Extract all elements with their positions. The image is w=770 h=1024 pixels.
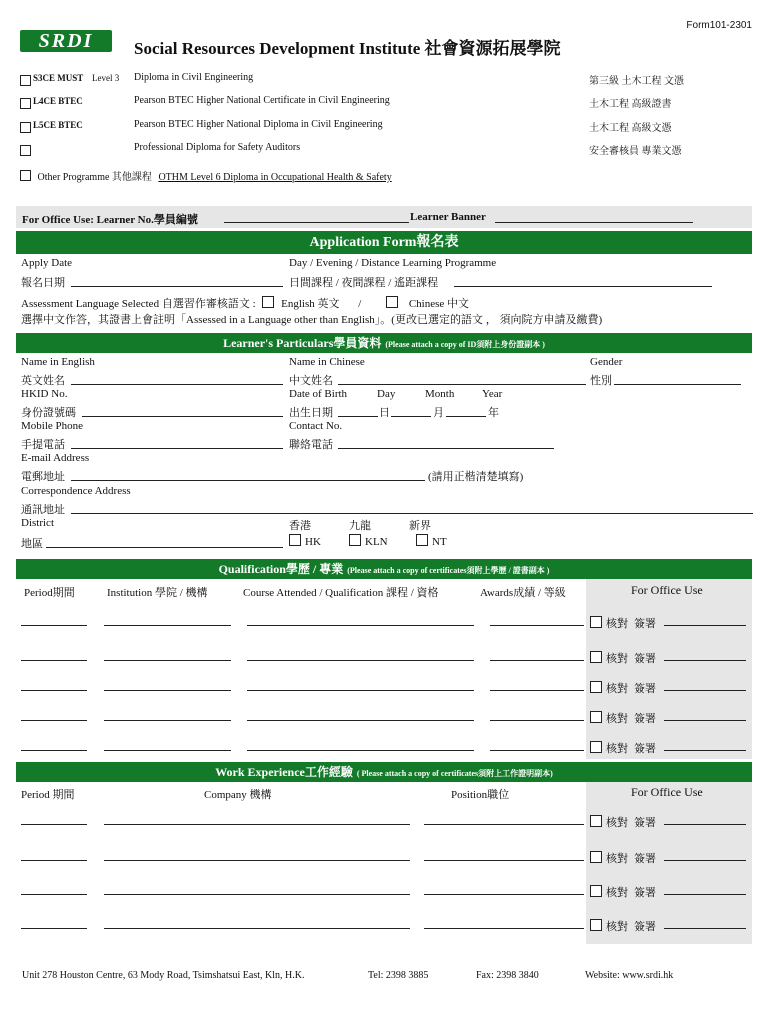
hkid-label: HKID No. [21, 388, 68, 400]
work-header [16, 762, 752, 782]
sign-field[interactable] [664, 894, 746, 895]
dob-year-field[interactable] [446, 416, 486, 417]
assessment-language-row [21, 295, 469, 311]
address-label: Correspondence Address [21, 485, 131, 497]
sign-field[interactable] [664, 690, 746, 691]
qual-field[interactable] [104, 720, 231, 721]
region-kln-option[interactable] [349, 534, 388, 548]
qual-field[interactable] [247, 750, 474, 751]
work-field[interactable] [424, 860, 584, 861]
work-field[interactable] [104, 928, 410, 929]
qual-header-awards: Awards成績 / 等級 [480, 587, 566, 599]
verify-checkbox[interactable] [590, 681, 602, 693]
region-kln-cn: 九龍 [349, 520, 371, 532]
region-nt-option[interactable] [416, 534, 447, 548]
footer-tel: Tel: 2398 3885 [368, 970, 429, 981]
region-nt-checkbox[interactable] [416, 534, 428, 546]
mobile-cn: 手提電話 [21, 439, 65, 451]
programme-code: L4CE BTEC [33, 96, 83, 106]
qual-field[interactable] [247, 720, 474, 721]
programme-name: Diploma in Civil Engineering [134, 72, 254, 83]
name-en-cn: 英文姓名 [21, 375, 65, 387]
sign-label: 簽署 [634, 817, 656, 829]
qual-field[interactable] [104, 660, 231, 661]
district-field[interactable] [46, 547, 283, 548]
assessment-note: 選擇中文作答，其證書上會註明「Assessed in a Language other than English」。(更改已選定的語文 ， 須向院方申請及繳費) [21, 314, 603, 326]
verify-checkbox[interactable] [590, 741, 602, 753]
name-cn-field[interactable] [338, 384, 586, 385]
contact-field[interactable] [338, 448, 554, 449]
english-checkbox[interactable] [262, 296, 274, 308]
qual-field[interactable] [21, 720, 87, 721]
qual-office-check [590, 740, 656, 756]
verify-label: 核對 [606, 887, 628, 899]
qualification-header [16, 559, 752, 579]
particulars-note: (Please attach a copy of ID須附上身份證副本 ) [385, 340, 545, 349]
dob-day-cn: 日 [379, 407, 390, 419]
dob-year-cn: 年 [488, 407, 499, 419]
work-header-company: Company 機構 [204, 789, 272, 801]
programme-checkbox[interactable] [20, 122, 31, 133]
sign-label: 簽署 [634, 713, 656, 725]
hkid-cn: 身份證號碼 [21, 407, 76, 419]
verify-label: 核對 [606, 713, 628, 725]
learner-no-label: For Office Use: Learner No.學員編號 [22, 214, 198, 226]
sign-field[interactable] [664, 928, 746, 929]
programme-name: Pearson BTEC Higher National Certificate in Civil Engineering [134, 95, 390, 106]
qual-field[interactable] [490, 720, 584, 721]
sign-field[interactable] [664, 860, 746, 861]
region-kln-label: KLN [365, 536, 388, 548]
region-hk-label: HK [305, 536, 321, 548]
qual-header-institution: Institution 學院 / 機構 [107, 587, 208, 599]
verify-checkbox[interactable] [590, 919, 602, 931]
work-field[interactable] [424, 928, 584, 929]
work-field[interactable] [424, 894, 584, 895]
qual-field[interactable] [490, 690, 584, 691]
sign-field[interactable] [664, 720, 746, 721]
verify-label: 核對 [606, 743, 628, 755]
contact-cn: 聯絡電話 [289, 439, 333, 451]
verify-checkbox[interactable] [590, 711, 602, 723]
learner-banner-label: Learner Banner [410, 211, 486, 223]
address-field[interactable] [71, 513, 753, 514]
name-cn-cn: 中文姓名 [289, 375, 333, 387]
mobile-field[interactable] [71, 448, 283, 449]
programme-checkbox[interactable] [20, 98, 31, 109]
work-note: ( Please attach a copy of certificates須附上工作證明副本) [356, 769, 553, 778]
programme-name-cn: 土木工程 高級證書 [589, 99, 672, 110]
apply-date-label: Apply Date [21, 257, 73, 269]
qual-field[interactable] [104, 750, 231, 751]
other-programme-checkbox[interactable] [20, 170, 31, 181]
verify-checkbox[interactable] [590, 851, 602, 863]
qual-field[interactable] [490, 660, 584, 661]
programme-name-cn: 安全審核員 專業文憑 [589, 146, 682, 157]
particulars-header [16, 333, 752, 353]
name-cn-label: Name in Chinese [289, 356, 365, 368]
work-field[interactable] [21, 928, 87, 929]
region-kln-checkbox[interactable] [349, 534, 361, 546]
qualification-office-panel [586, 579, 752, 759]
work-office-use: For Office Use [631, 785, 703, 799]
verify-label: 核對 [606, 817, 628, 829]
qual-header-course: Course Attended / Qualification 課程 / 資格 [243, 587, 439, 599]
work-field[interactable] [21, 860, 87, 861]
programme-checkbox[interactable] [20, 145, 31, 156]
region-hk-option[interactable] [289, 534, 321, 548]
district-label: District [21, 517, 54, 529]
qual-field[interactable] [21, 690, 87, 691]
sign-label: 簽署 [634, 887, 656, 899]
hkid-field[interactable] [82, 416, 283, 417]
work-header-position: Position職位 [451, 789, 510, 801]
verify-label: 核對 [606, 618, 628, 630]
email-field[interactable] [71, 480, 425, 481]
work-field[interactable] [104, 860, 410, 861]
region-hk-checkbox[interactable] [289, 534, 301, 546]
work-title: Work Experience工作經驗 [215, 765, 353, 779]
dob-month-cn: 月 [433, 407, 444, 419]
application-form-title: Application Form報名表 [16, 231, 752, 254]
assessment-language-label: Assessment Language Selected 自選習作審核語文 : [21, 298, 256, 310]
email-note: (請用正楷清楚填寫) [428, 471, 524, 483]
programme-mode-cn: 日間課程 / 夜間課程 / 遙距課程 [289, 277, 439, 289]
dob-label: Date of Birth [289, 388, 348, 400]
qual-field[interactable] [247, 690, 474, 691]
qual-field[interactable] [21, 750, 87, 751]
gender-field[interactable] [614, 384, 741, 385]
sign-field[interactable] [664, 625, 746, 626]
name-en-field[interactable] [71, 384, 283, 385]
sign-field[interactable] [664, 824, 746, 825]
email-label: E-mail Address [21, 452, 90, 464]
slash: / [358, 298, 362, 310]
address-cn: 通訊地址 [21, 504, 65, 516]
chinese-option: Chinese 中文 [408, 298, 470, 310]
work-field[interactable] [21, 894, 87, 895]
verify-checkbox[interactable] [590, 651, 602, 663]
dob-cn: 出生日期 [289, 407, 333, 419]
programme-name-cn: 土木工程 高級文憑 [589, 123, 672, 134]
dob-month-field[interactable] [391, 416, 431, 417]
work-office-check [590, 850, 656, 866]
qual-field[interactable] [21, 660, 87, 661]
english-option: English 英文 [281, 298, 340, 310]
verify-label: 核對 [606, 653, 628, 665]
programme-checkbox[interactable] [20, 75, 31, 86]
programme-name: Pearson BTEC Higher National Diploma in Civil Engineering [134, 119, 383, 130]
verify-checkbox[interactable] [590, 885, 602, 897]
qual-header-period: Period期間 [24, 587, 75, 599]
qual-office-use: For Office Use [631, 583, 703, 597]
programme-mode-label: Day / Evening / Distance Learning Programme [289, 257, 497, 269]
particulars-title: Learner's Particulars學員資料 [223, 336, 382, 350]
qual-office-check [590, 615, 656, 631]
gender-label: Gender [590, 356, 623, 368]
region-hk-cn: 香港 [289, 520, 311, 532]
qual-office-check [590, 680, 656, 696]
sign-label: 簽署 [634, 921, 656, 933]
region-nt-cn: 新界 [409, 520, 431, 532]
work-office-check [590, 814, 656, 830]
qual-field[interactable] [247, 660, 474, 661]
chinese-checkbox[interactable] [386, 296, 398, 308]
qual-office-check [590, 710, 656, 726]
work-office-check [590, 918, 656, 934]
other-programme-value: OTHM Level 6 Diploma in Occupational Health & Safety [158, 172, 392, 183]
sign-label: 簽署 [634, 618, 656, 630]
institute-name: Social Resources Development Institute 社會資源拓展學院 [134, 39, 561, 58]
contact-label: Contact No. [289, 420, 343, 432]
verify-label: 核對 [606, 853, 628, 865]
footer-address: Unit 278 Houston Centre, 63 Mody Road, Tsimshatsui East, Kln, H.K. [22, 970, 305, 981]
verify-label: 核對 [606, 921, 628, 933]
programme-name-cn: 第三級 土木工程 文憑 [589, 76, 684, 87]
srdi-logo [20, 30, 112, 52]
work-field[interactable] [104, 894, 410, 895]
verify-label: 核對 [606, 683, 628, 695]
region-nt-label: NT [432, 536, 447, 548]
gender-cn: 性別 [590, 375, 612, 387]
apply-date-cn: 報名日期 [21, 277, 65, 289]
programme-mode-field[interactable] [454, 286, 712, 287]
form-code: Form101-2301 [686, 20, 752, 31]
qual-field[interactable] [490, 750, 584, 751]
sign-label: 簽署 [634, 853, 656, 865]
work-field[interactable] [21, 824, 87, 825]
sign-field[interactable] [664, 660, 746, 661]
mobile-label: Mobile Phone [21, 420, 84, 432]
footer-fax: Fax: 2398 3840 [476, 970, 539, 981]
logo-text: SRDI [38, 30, 94, 52]
qual-office-check [590, 650, 656, 666]
footer-website[interactable]: Website: www.srdi.hk [585, 970, 674, 981]
programme-name: Professional Diploma for Safety Auditors [134, 142, 301, 153]
other-programme-row [20, 168, 392, 183]
qualification-note: (Please attach a copy of certificates須附上學歷 / 證書副本 ) [347, 566, 550, 575]
name-en-label: Name in English [21, 356, 95, 368]
work-header-period: Period 期間 [21, 789, 75, 801]
qual-field[interactable] [104, 690, 231, 691]
programme-code: S3CE MUST [33, 73, 84, 83]
work-field[interactable] [104, 824, 410, 825]
dob-month: Month [425, 388, 455, 400]
programme-code: L5CE BTEC [33, 120, 83, 130]
sign-label: 簽署 [634, 683, 656, 695]
dob-day-field[interactable] [338, 416, 378, 417]
apply-date-field[interactable] [71, 286, 283, 287]
qual-field[interactable] [104, 625, 231, 626]
email-cn: 電郵地址 [21, 471, 65, 483]
work-office-check [590, 884, 656, 900]
sign-label: 簽署 [634, 743, 656, 755]
other-programme-label: Other Programme 其他課程 [37, 172, 152, 183]
sign-label: 簽署 [634, 653, 656, 665]
verify-checkbox[interactable] [590, 815, 602, 827]
qual-field[interactable] [247, 625, 474, 626]
programme-level: Level 3 [92, 73, 120, 83]
qual-field[interactable] [490, 625, 584, 626]
qualification-title: Qualification學歷 / 專業 [218, 562, 344, 576]
dob-year: Year [482, 388, 503, 400]
qual-field[interactable] [21, 625, 87, 626]
work-field[interactable] [424, 824, 584, 825]
sign-field[interactable] [664, 750, 746, 751]
dob-day: Day [377, 388, 396, 400]
verify-checkbox[interactable] [590, 616, 602, 628]
district-cn: 地區 [21, 538, 43, 550]
